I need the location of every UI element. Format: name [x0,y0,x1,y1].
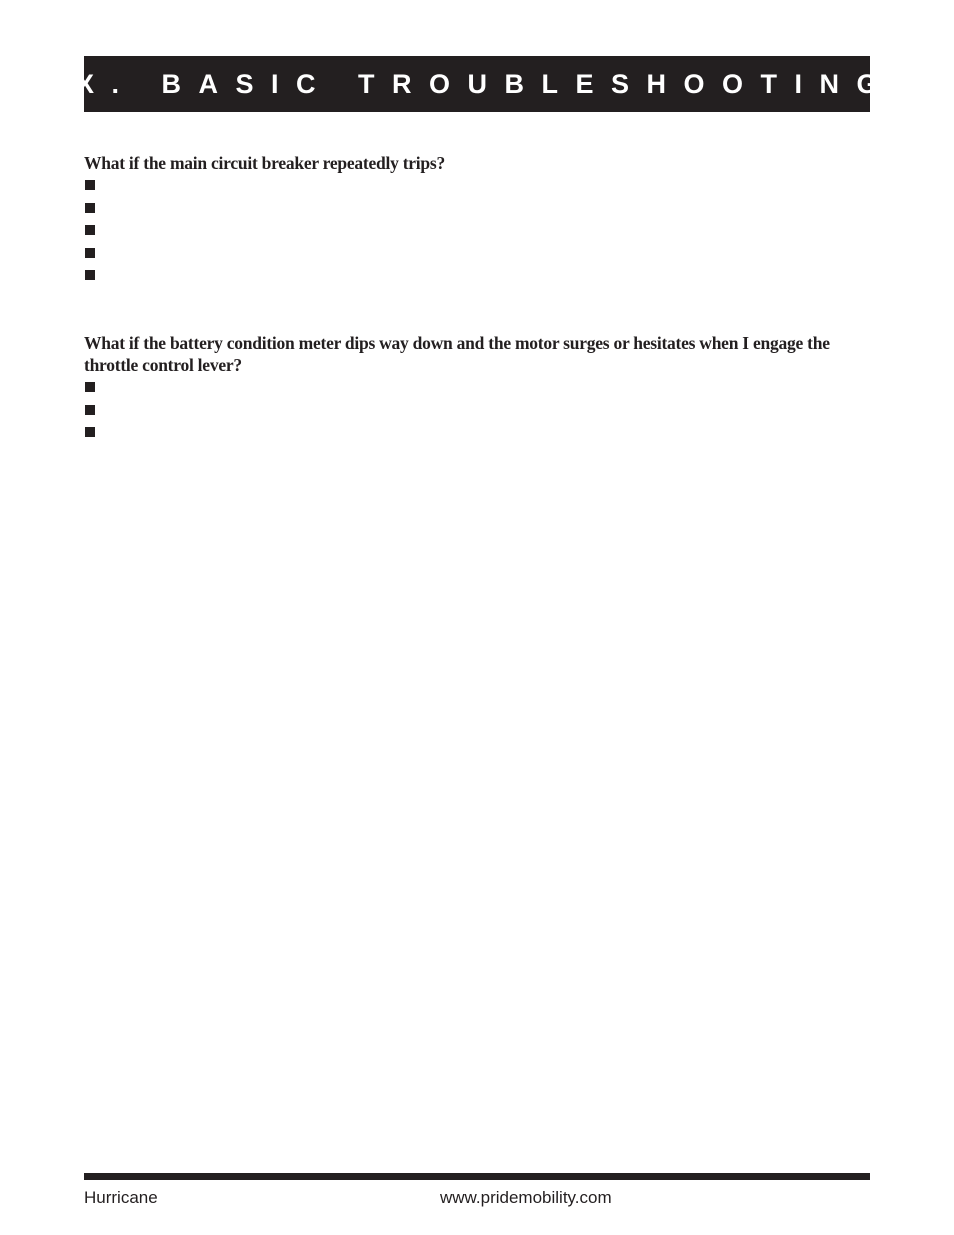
section-header [76,56,896,112]
question-heading: What if the battery condition meter dips way down and the motor surges or hesitates when I engage the throttle control lever? [84,333,830,375]
list-item [84,197,872,220]
square-bullet-icon [85,405,95,415]
list-item [84,174,872,197]
list-item [84,264,872,287]
square-bullet-icon [85,203,95,213]
troubleshooting-section-breaker [84,152,872,287]
square-bullet-icon [85,248,95,258]
list-item [84,376,872,399]
square-bullet-icon [85,382,95,392]
list-item [84,399,872,422]
square-bullet-icon [85,225,95,235]
square-bullet-icon [85,180,95,190]
list-item [84,421,872,444]
footer-product-name: Hurricane [84,1188,158,1207]
bullet-list [84,174,872,287]
troubleshooting-section-battery [84,332,872,444]
question-heading: What if the main circuit breaker repeatedly trips? [84,153,445,173]
footer-website: www.pridemobility.com [440,1188,612,1207]
square-bullet-icon [85,427,95,437]
footer-divider [84,1173,870,1180]
list-item [84,242,872,265]
list-item [84,219,872,242]
square-bullet-icon [85,270,95,280]
section-title: X. BASIC TROUBLESHOOTING [76,68,896,99]
bullet-list [84,376,872,444]
